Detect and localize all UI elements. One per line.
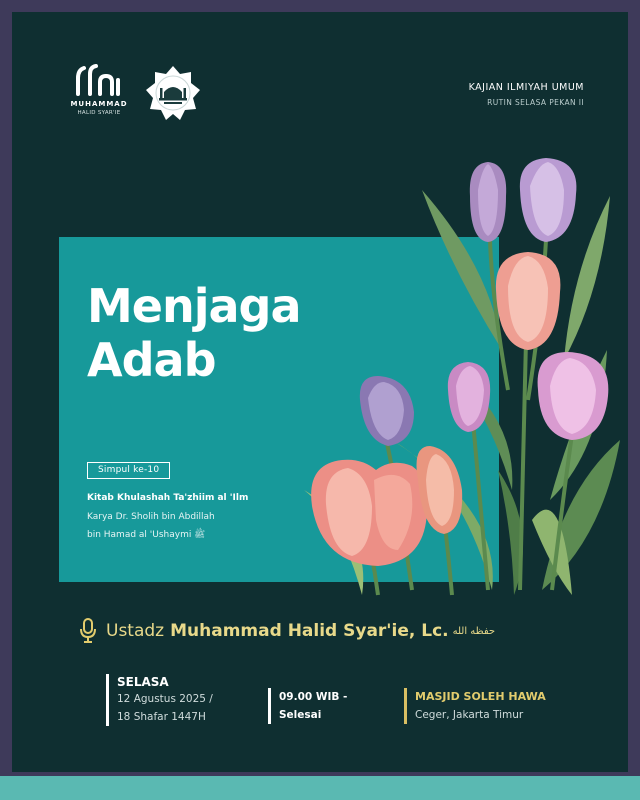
kitab-title: Kitab Khulashah Ta'zhiim al 'Ilm xyxy=(87,493,249,503)
title-line-1: Menjaga xyxy=(87,279,301,333)
bottom-band xyxy=(0,776,640,800)
tulip-pink xyxy=(538,352,609,440)
speaker-prefix: Ustadz xyxy=(106,621,165,641)
venue-location: Ceger, Jakarta Timur xyxy=(415,709,524,721)
tulip-lilac xyxy=(520,158,577,242)
venue-block xyxy=(404,688,546,724)
kitab-author xyxy=(87,508,297,544)
tulip-illustration xyxy=(302,150,628,600)
speaker-line xyxy=(78,618,495,644)
mosque-logo-icon xyxy=(144,64,202,122)
tulip-peach xyxy=(496,252,561,350)
author-line-2: bin Hamad al 'Ushaymi ﷺ xyxy=(87,530,206,540)
tulip-violet xyxy=(360,376,414,446)
tulip-coral xyxy=(311,460,427,566)
org-logo xyxy=(64,60,134,130)
tulip-magenta xyxy=(448,362,490,432)
time-start: 09.00 WIB - xyxy=(279,691,348,703)
event-title xyxy=(87,279,301,387)
event-type: KAJIAN ILMIYAH UMUM xyxy=(468,82,584,93)
date-block xyxy=(106,674,213,726)
org-name: MUHAMMAD xyxy=(70,100,128,108)
speaker-honorific: حفظه الله xyxy=(452,625,496,637)
org-monogram-icon xyxy=(72,64,126,98)
time-block xyxy=(268,688,347,724)
author-line-1: Karya Dr. Sholih bin Abdillah xyxy=(87,512,215,522)
poster xyxy=(12,12,628,772)
time-end: Selesai xyxy=(279,709,322,721)
venue-name: MASJID SOLEH HAWA xyxy=(415,690,546,703)
series-badge: Simpul ke-10 xyxy=(87,462,170,479)
date-gregorian: 12 Agustus 2025 / xyxy=(117,693,213,705)
microphone-icon xyxy=(78,618,98,644)
date-hijri: 18 Shafar 1447H xyxy=(117,711,206,723)
day-label: SELASA xyxy=(117,675,169,689)
tulip-purple xyxy=(470,162,506,242)
speaker-name: Muhammad Halid Syar'ie, Lc. xyxy=(170,621,449,641)
org-subname: HALID SYAR'IE xyxy=(77,110,121,116)
event-schedule: RUTIN SELASA PEKAN II xyxy=(487,98,584,107)
title-line-2: Adab xyxy=(87,333,216,387)
